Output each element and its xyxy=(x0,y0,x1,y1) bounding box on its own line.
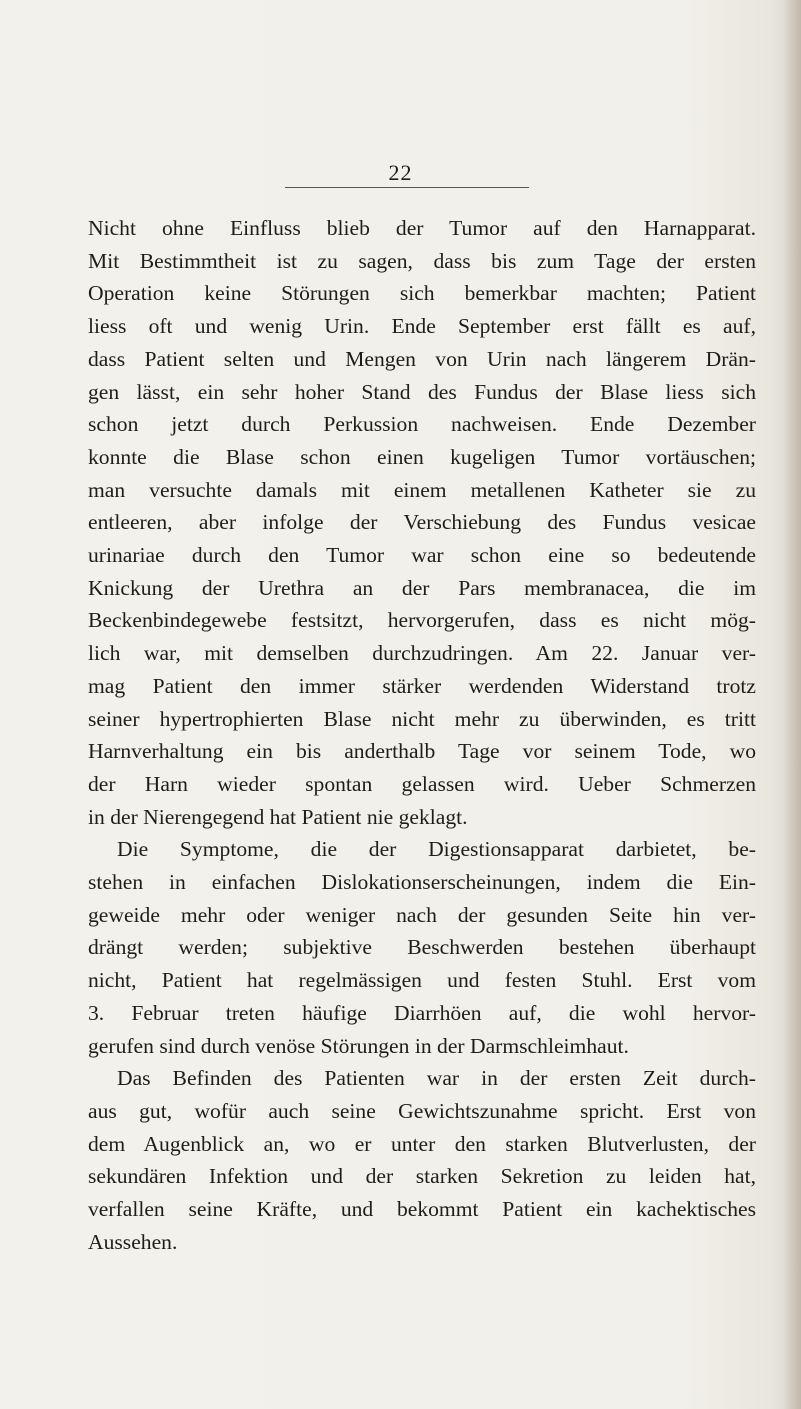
text-line: Aussehen. xyxy=(88,1229,178,1254)
paragraph xyxy=(88,1062,756,1258)
text-line: nicht, Patient hat regelmässigen und festen Stuhl. Erst vom xyxy=(88,968,756,993)
header-rule xyxy=(285,187,529,188)
text-line: geweide mehr oder weniger nach der gesunden Seite hin ver- xyxy=(88,902,756,927)
text-line: aus gut, wofür auch seine Gewichtszunahme spricht. Erst von xyxy=(88,1098,756,1123)
text-line: urinariae durch den Tumor war schon eine so bedeutende xyxy=(88,543,756,568)
text-line: der Harn wieder spontan gelassen wird. Ueber Schmerzen xyxy=(88,771,756,796)
text-line: schon jetzt durch Perkussion nachweisen. Ende Dezember xyxy=(88,412,756,437)
text-line: man versuchte damals mit einem metallenen Katheter sie zu xyxy=(88,477,756,502)
text-line: 3. Februar treten häufige Diarrhöen auf, die wohl hervor- xyxy=(88,1000,756,1025)
text-line: liess oft und wenig Urin. Ende September erst fällt es auf, xyxy=(88,314,756,339)
text-line: dass Patient selten und Mengen von Urin nach längerem Drän- xyxy=(88,346,756,371)
text-line: mag Patient den immer stärker werdenden Widerstand trotz xyxy=(88,673,756,698)
text-line: Knickung der Urethra an der Pars membranacea, die im xyxy=(88,575,756,600)
text-line: Operation keine Störungen sich bemerkbar machten; Patient xyxy=(88,281,756,306)
text-line: seiner hypertrophierten Blase nicht mehr zu überwinden, es tritt xyxy=(88,706,756,731)
text-line: verfallen seine Kräfte, und bekommt Patient ein kachektisches xyxy=(88,1197,756,1222)
text-line: drängt werden; subjektive Beschwerden bestehen überhaupt xyxy=(88,935,756,960)
text-line: Beckenbindegewebe festsitzt, hervorgerufen, dass es nicht mög- xyxy=(88,608,756,633)
text-line: Harnverhaltung ein bis anderthalb Tage vor seinem Tode, wo xyxy=(88,739,756,764)
text-line: Das Befinden des Patienten war in der ersten Zeit durch- xyxy=(117,1066,756,1091)
text-line: Die Symptome, die der Digestionsapparat darbietet, be- xyxy=(117,837,756,862)
text-line: lich war, mit demselben durchzudringen. Am 22. Januar ver- xyxy=(88,641,756,666)
page-edge-shadow xyxy=(783,0,801,1409)
text-line: Mit Bestimmtheit ist zu sagen, dass bis zum Tage der ersten xyxy=(88,248,756,273)
page-number: 22 xyxy=(388,160,413,185)
text-line: gerufen sind durch venöse Störungen in der Darmschleimhaut. xyxy=(88,1033,629,1058)
body-text xyxy=(88,212,756,1259)
text-line: sekundären Infektion und der starken Sekretion zu leiden hat, xyxy=(88,1164,756,1189)
text-line: entleeren, aber infolge der Verschiebung des Fundus vesicae xyxy=(88,510,756,535)
text-line: Nicht ohne Einfluss blieb der Tumor auf den Harnapparat. xyxy=(88,216,756,240)
paragraph xyxy=(88,212,756,833)
text-line: dem Augenblick an, wo er unter den starken Blutverlusten, der xyxy=(88,1131,756,1156)
text-line: gen lässt, ein sehr hoher Stand des Fundus der Blase liess sich xyxy=(88,379,756,404)
text-line: in der Nierengegend hat Patient nie geklagt. xyxy=(88,804,468,829)
text-line: konnte die Blase schon einen kugeligen Tumor vortäuschen; xyxy=(88,444,756,469)
text-line: stehen in einfachen Dislokationserscheinungen, indem die Ein- xyxy=(88,870,756,895)
paragraph xyxy=(88,833,756,1062)
